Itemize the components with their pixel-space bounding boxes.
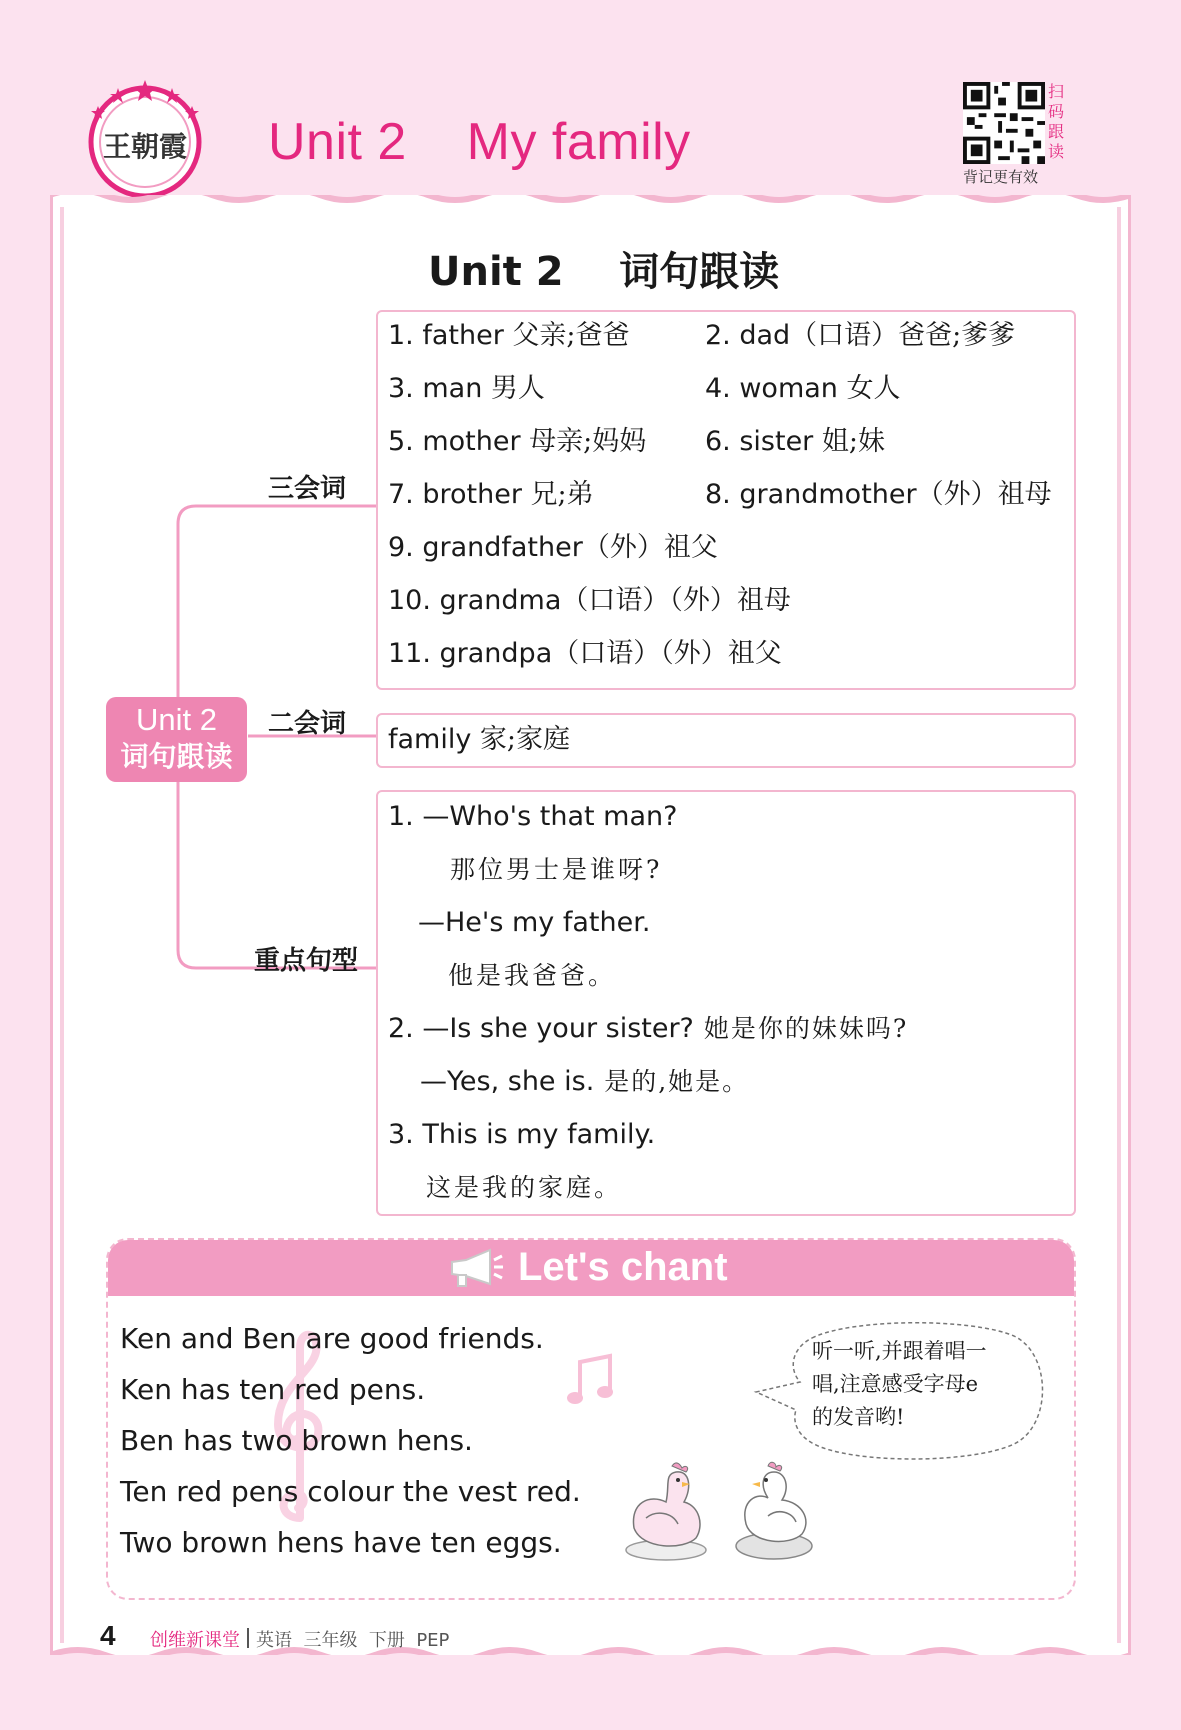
word-entry: 5. mother 母亲;妈妈 — [388, 426, 647, 457]
word-entry: 9. grandfather（外）祖父 — [388, 532, 718, 563]
category-sentences: 重点句型 — [254, 946, 359, 976]
word-entry: 3. man 男人 — [388, 373, 545, 404]
sentence-translation: 他是我爸爸。 — [448, 961, 617, 990]
chant-line: Two brown hens have ten eggs. — [120, 1526, 562, 1559]
sentence-line: 3. This is my family. — [388, 1119, 656, 1150]
chant-line: Ken and Ben are good friends. — [120, 1322, 544, 1355]
word-entry: 7. brother 兄;弟 — [388, 479, 594, 510]
section-title: Unit 2 词句跟读 — [428, 249, 780, 295]
bubble-line: 唱,注意感受字母e — [812, 1372, 979, 1396]
sentence-translation: 这是我的家庭。 — [426, 1173, 623, 1202]
qr-label: 扫码跟读 — [1048, 82, 1065, 161]
music-note-icon — [566, 1350, 616, 1410]
footer-divider — [247, 1628, 249, 1648]
words2-box — [376, 713, 1076, 768]
chant-line: Ben has two brown hens. — [120, 1424, 473, 1457]
bubble-line: 听一听,并跟着唱一 — [812, 1339, 987, 1363]
sentence-line: —Yes, she is. 是的,她是。 — [420, 1066, 750, 1097]
word-entry: 10. grandma（口语）（外）祖母 — [388, 585, 791, 616]
word-entry: family 家;家庭 — [388, 724, 571, 755]
bubble-line: 的发音哟! — [812, 1405, 905, 1429]
sentence-line: —He's my father. — [418, 907, 651, 938]
word-entry: 11. grandpa（口语）（外）祖父 — [388, 638, 782, 669]
center-badge-line2: 词句跟读 — [120, 740, 233, 773]
chant-line: Ken has ten red pens. — [120, 1373, 426, 1406]
word-entry: 8. grandmother（外）祖母 — [705, 479, 1052, 510]
speech-bubble-text — [812, 1335, 1032, 1434]
word-entry: 6. sister 姐;妹 — [705, 426, 885, 457]
qr-code[interactable] — [963, 82, 1045, 164]
category-words2: 二会词 — [268, 709, 347, 739]
words3-box — [376, 310, 1076, 690]
chant-title: Let's chant — [518, 1245, 728, 1289]
page-number: 4 — [100, 1620, 116, 1651]
sentence-line: 1. —Who's that man? — [388, 801, 678, 832]
word-entry: 1. father 父亲;爸爸 — [388, 320, 630, 351]
footer-info: 英语 三年级 下册 PEP — [256, 1630, 450, 1651]
word-entry: 4. woman 女人 — [705, 373, 901, 404]
logo-text: 王朝霞 — [103, 130, 188, 163]
megaphone-icon — [446, 1246, 504, 1290]
qr-caption: 背记更有效 — [963, 168, 1039, 186]
mindmap-center — [106, 697, 247, 782]
unit-title: Unit 2 My family — [268, 113, 691, 171]
sentence-translation: 那位男士是谁呀? — [450, 855, 663, 884]
sentences-box — [376, 790, 1076, 1216]
sentence-line: 2. —Is she your sister? 她是你的妹妹吗? — [388, 1013, 909, 1044]
hen-illustration — [730, 1458, 820, 1562]
footer-brand: 创维新课堂 — [150, 1630, 240, 1651]
word-entry: 2. dad（口语）爸爸;爹爹 — [705, 320, 1016, 351]
category-words3: 三会词 — [268, 474, 347, 504]
chant-line: Ten red pens colour the vest red. — [120, 1475, 581, 1508]
center-badge-line1: Unit 2 — [136, 702, 217, 737]
hen-illustration — [620, 1458, 710, 1562]
